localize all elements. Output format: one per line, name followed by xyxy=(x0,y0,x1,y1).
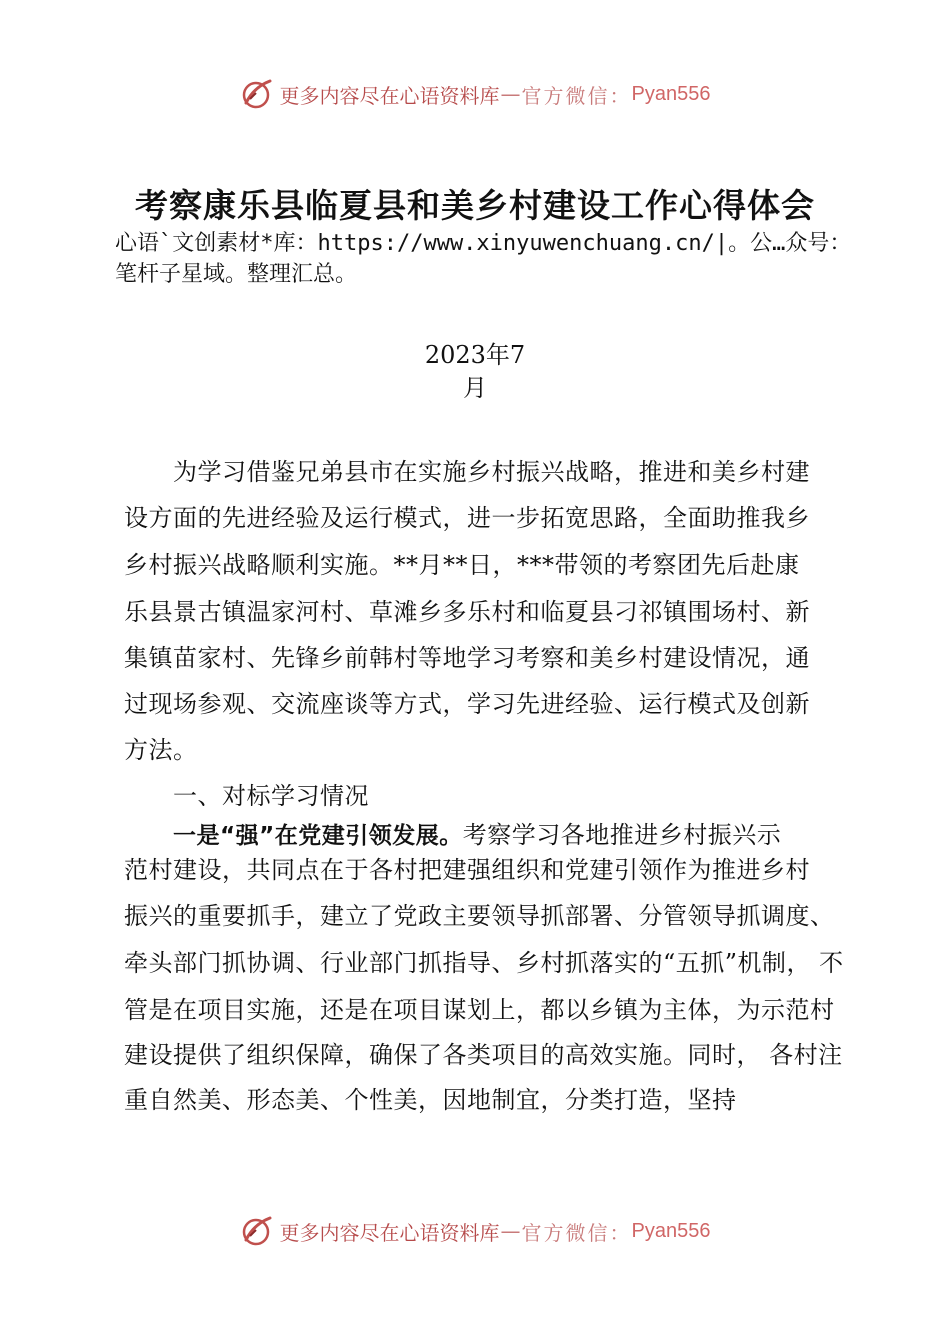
source-line: 笔杆子星域。整理汇总。 xyxy=(115,262,358,287)
watermark-wechat-id: Pyan556 xyxy=(631,82,711,105)
watermark-dash: — xyxy=(500,82,521,106)
paragraph-line xyxy=(173,815,781,850)
paragraph-line: 牵头部门抓协调、行业部门抓指导、乡村抓落实的“五抓”机制， 不 xyxy=(124,949,844,977)
document-title: 考察康乐县临夏县和美乡村建设工作心得体会 xyxy=(135,186,815,225)
paragraph-line: 乡村振兴战略顺利实施。**月**日，***带领的考察团先后赴康 xyxy=(124,551,800,579)
date-line: 月 xyxy=(463,374,487,402)
paragraph-line: 方法。 xyxy=(124,736,198,764)
watermark-dash: — xyxy=(500,1219,521,1243)
paragraph-line: 重自然美、形态美、个性美，因地制宜，分类打造，坚持 xyxy=(124,1086,737,1114)
brush-logo-icon xyxy=(240,77,274,111)
watermark-wechat-id: Pyan556 xyxy=(631,1219,711,1242)
watermark-wechat-label: 官方微信： xyxy=(521,83,632,108)
watermark-text: 更多内容尽在心语资料库 xyxy=(279,83,500,108)
watermark-wechat-label: 官方微信： xyxy=(521,1220,632,1245)
paragraph-line: 管是在项目实施，还是在项目谋划上，都以乡镇为主体，为示范村 xyxy=(124,996,835,1024)
paragraph-line: 设方面的先进经验及运行模式，进一步拓宽思路，全面助推我乡 xyxy=(124,504,810,532)
watermark-text: 更多内容尽在心语资料库 xyxy=(279,1220,500,1245)
paragraph-line: 过现场参观、交流座谈等方式，学习先进经验、运行模式及创新 xyxy=(124,690,810,718)
paragraph-text: 考察学习各地推进乡村振兴示 xyxy=(462,821,782,849)
paragraph-line: 振兴的重要抓手，建立了党政主要领导抓部署、分管领导抓调度、 xyxy=(124,902,835,930)
source-note xyxy=(115,228,915,290)
footer-watermark xyxy=(0,1211,950,1251)
source-line: 心语`文创素材*库：https://www.xinyuwenchuang.cn/|。公…众号： xyxy=(115,231,852,256)
header-watermark xyxy=(0,74,950,114)
paragraph-line: 集镇苗家村、先锋乡前韩村等地学习考察和美乡村建设情况，通 xyxy=(124,644,810,672)
bold-lead: 一是“强”在党建引领发展。 xyxy=(173,823,463,849)
paragraph-line: 为学习借鉴兄弟县市在实施乡村振兴战略，推进和美乡村建 xyxy=(173,458,810,486)
section-heading: 一、对标学习情况 xyxy=(173,782,369,810)
paragraph-line: 乐县景古镇温家河村、草滩乡多乐村和临夏县刁祁镇围场村、新 xyxy=(124,598,810,626)
paragraph-line: 建设提供了组织保障，确保了各类项目的高效实施。同时， 各村注 xyxy=(124,1041,843,1069)
brush-logo-icon xyxy=(240,1214,274,1248)
date-line: 2023年7 xyxy=(424,341,526,369)
paragraph-line: 范村建设，共同点在于各村把建强组织和党建引领作为推进乡村 xyxy=(124,856,810,884)
